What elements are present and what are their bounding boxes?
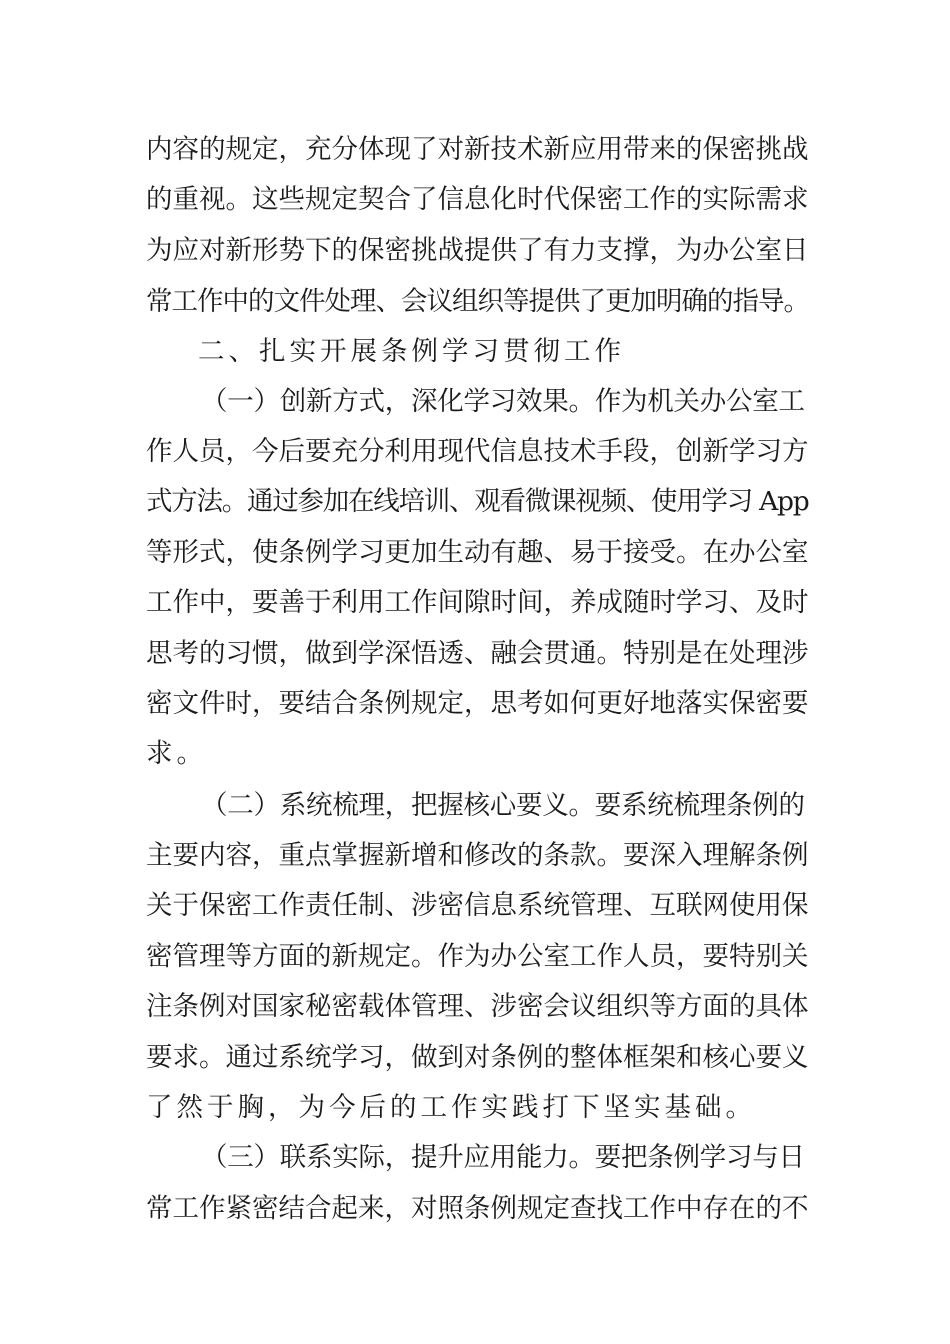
text-line: 等形式，使条例学习更加生动有趣、易于接受。在办公室	[146, 537, 809, 568]
text-line: 思考的习惯，做到学深悟透、融会贯通。特别是在处理涉	[146, 638, 809, 669]
text-line: 工作中，要善于利用工作间隙时间，养成随时学习、及时	[146, 587, 809, 618]
text-line: （三）联系实际，提升应用能力。要把条例学习与日	[201, 1142, 805, 1173]
text-line: 的重视。这些规定契合了信息化时代保密工作的实际需求	[146, 184, 809, 215]
text-line: 常工作紧密结合起来，对照条例规定查找工作中存在的不	[146, 1193, 809, 1224]
section-heading: 二、扎实开展条例学习贯彻工作	[198, 336, 625, 367]
text-line: 为应对新形势下的保密挑战提供了有力支撑，为办公室日	[146, 235, 809, 266]
text-line: （二）系统梳理，把握核心要义。要系统梳理条例的	[201, 790, 805, 821]
text-line: 关于保密工作责任制、涉密信息系统管理、互联网使用保	[146, 890, 809, 921]
text-line: 求。	[146, 738, 207, 769]
text-line: 注条例对国家秘密载体管理、涉密会议组织等方面的具体	[146, 991, 809, 1022]
text-line: 密管理等方面的新规定。作为办公室工作人员，要特别关	[146, 941, 809, 972]
text-line: 作人员，今后要充分利用现代信息技术手段，创新学习方	[146, 436, 809, 467]
text-line: 式方法。通过参加在线培训、观看微课视频、使用学习 App	[146, 486, 809, 517]
text-line: 内容的规定，充分体现了对新技术新应用带来的保密挑战	[146, 134, 809, 165]
text-line: 常工作中的文件处理、会议组织等提供了更加明确的指导。	[146, 286, 809, 317]
text-line: 了然于胸，为今后的工作实践打下坚实基础。	[146, 1092, 756, 1123]
text-line: 要求。通过系统学习，做到对条例的整体框架和核心要义	[146, 1042, 809, 1073]
text-line: （一）创新方式，深化学习效果。作为机关办公室工	[201, 386, 805, 417]
text-line: 主要内容，重点掌握新增和修改的条款。要深入理解条例	[146, 840, 809, 871]
text-line: 密文件时，要结合条例规定，思考如何更好地落实保密要	[146, 688, 809, 719]
